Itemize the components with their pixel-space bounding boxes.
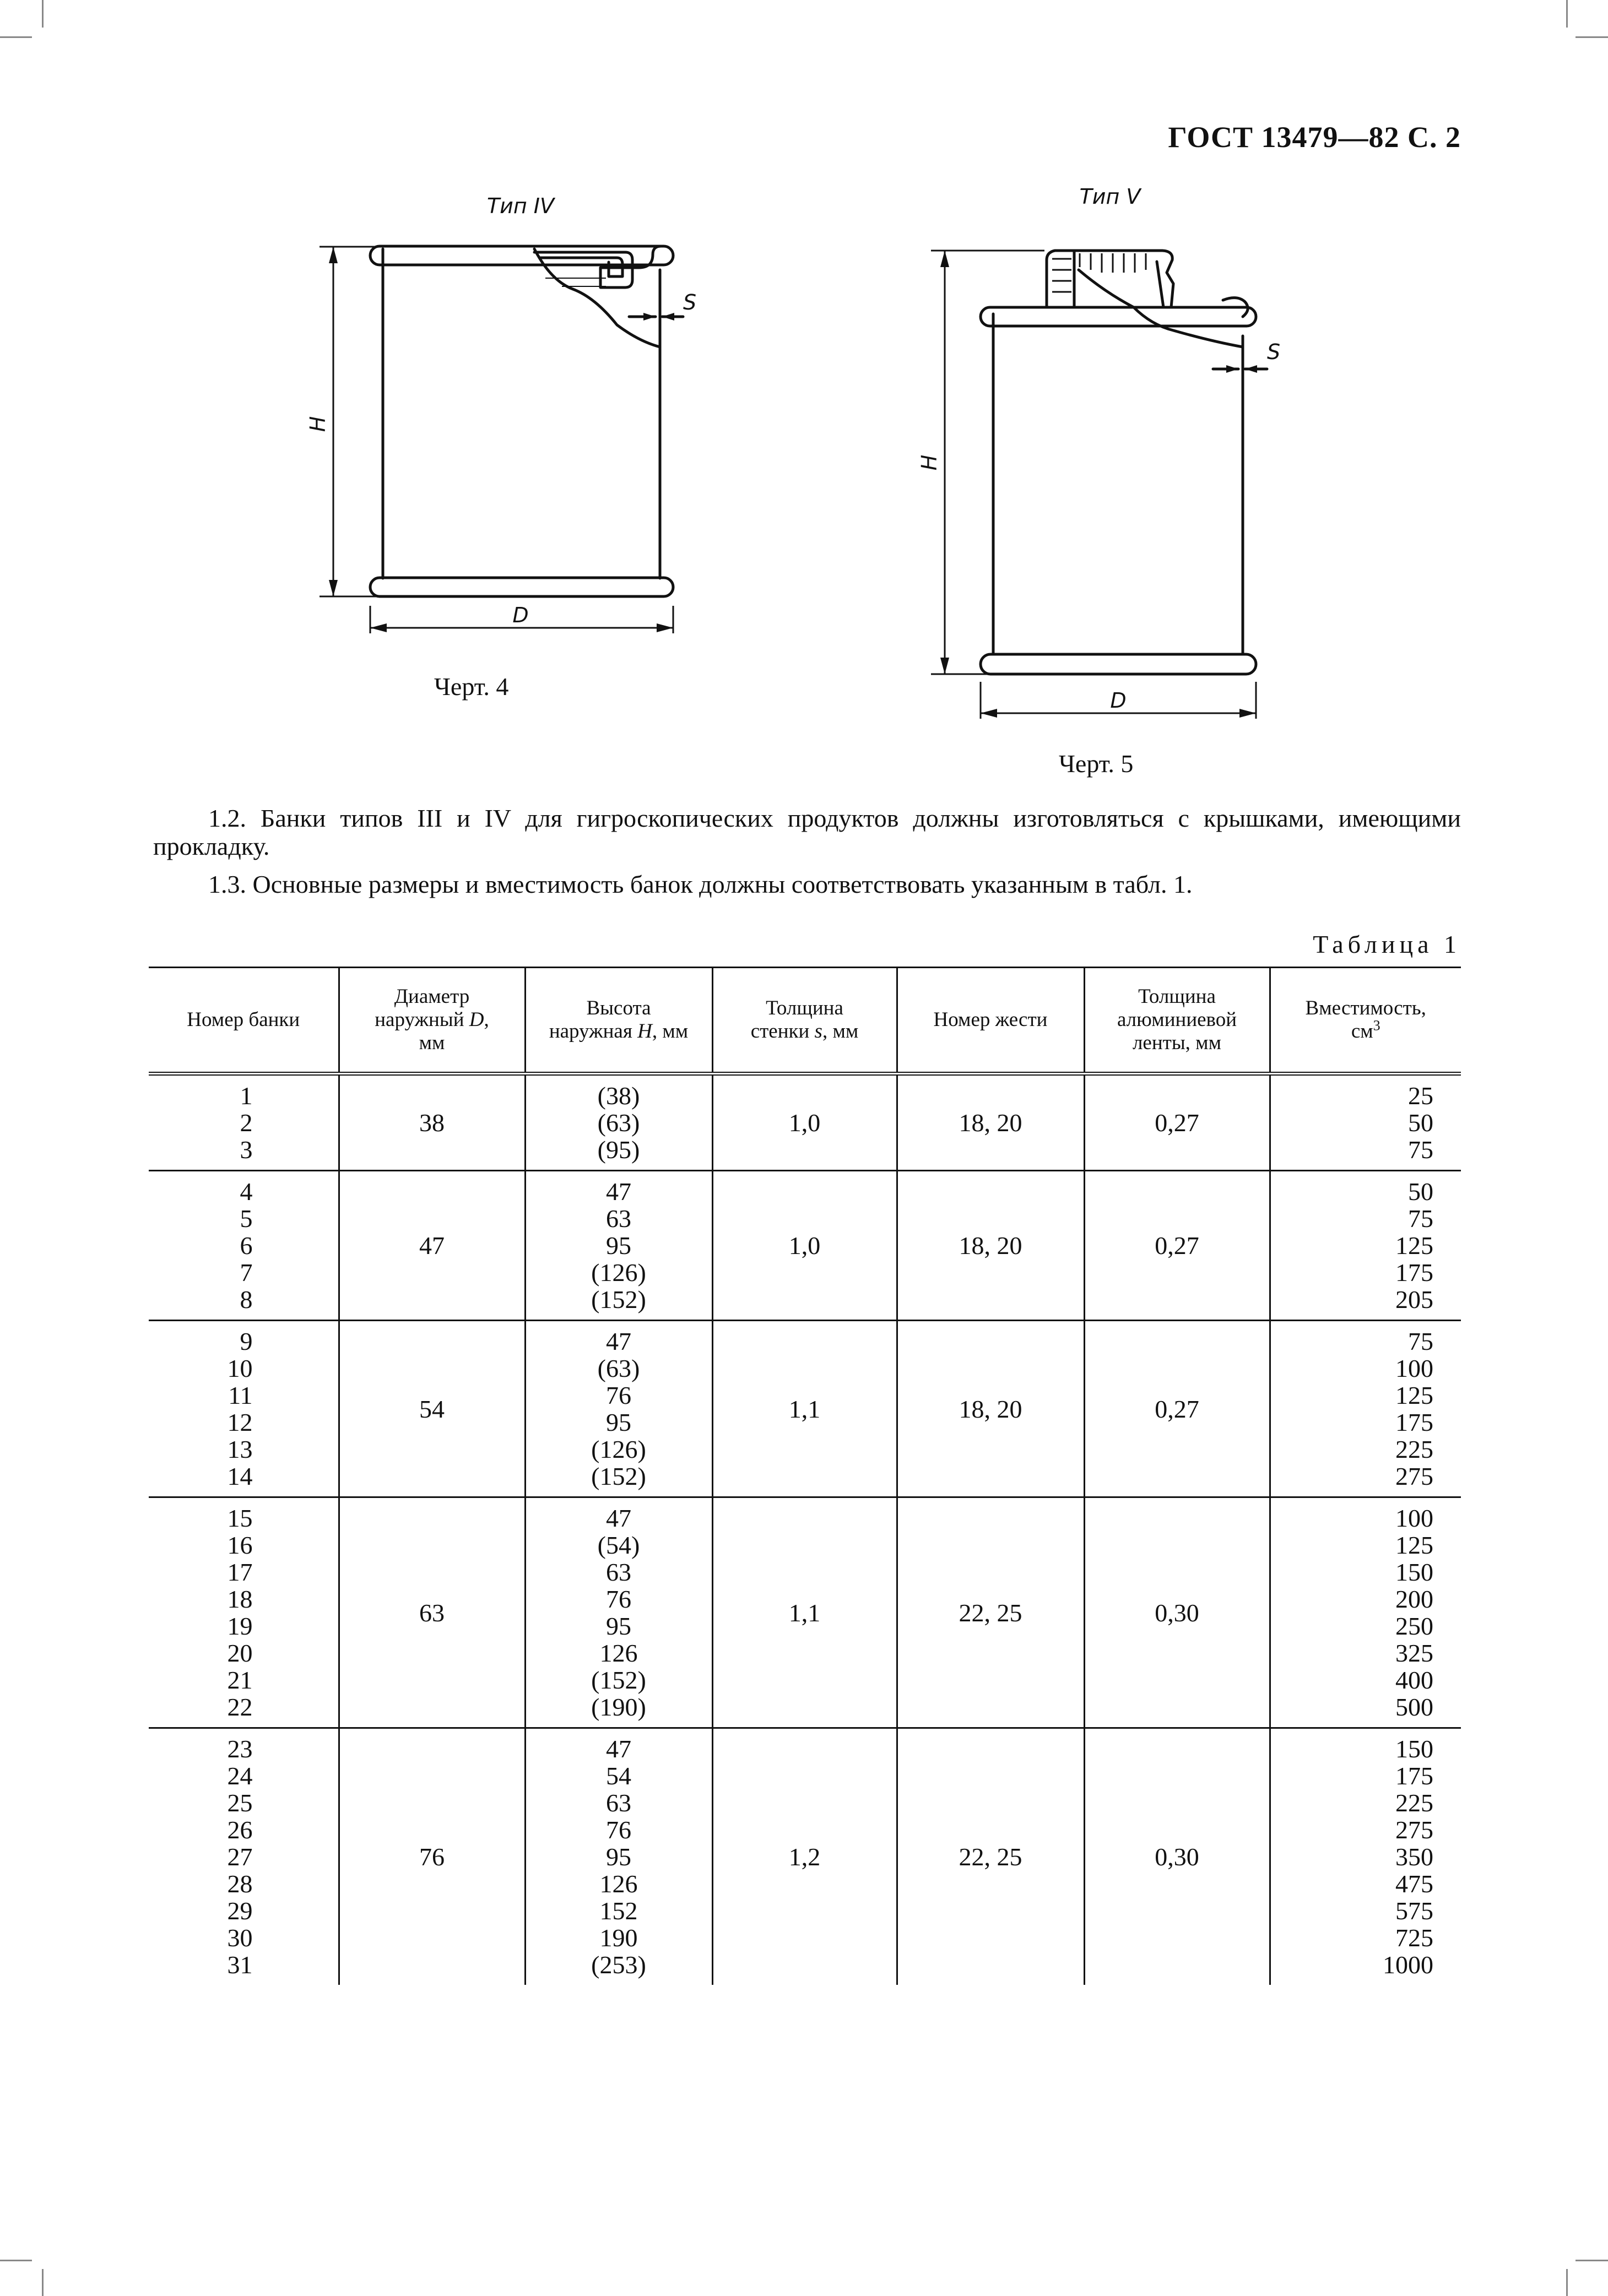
tin-number-cell: 22, 25: [897, 1497, 1084, 1728]
type-v-label: Тип V: [1079, 184, 1141, 209]
cell-line: 6: [240, 1231, 253, 1260]
heights-cell: [525, 1171, 712, 1321]
capacities-cell: [1270, 1074, 1461, 1171]
cell-line: 95: [606, 1843, 631, 1871]
cell-line: (38): [597, 1082, 640, 1110]
wall-thickness-cell: 1,2: [712, 1728, 897, 1985]
tin-number-cell: 18, 20: [897, 1321, 1084, 1497]
cell-line: 126: [599, 1870, 638, 1898]
cell-line: 17: [227, 1558, 253, 1586]
table-row-group: [149, 1321, 1461, 1497]
cell-line: 11: [228, 1381, 253, 1409]
cell-line: 50: [1408, 1109, 1433, 1137]
cell-line: 9: [240, 1327, 253, 1355]
dim-h-label: H: [306, 416, 330, 432]
cell-line: 95: [606, 1231, 631, 1260]
cell-line: 3: [240, 1136, 253, 1164]
cell-line: (126): [591, 1258, 646, 1287]
diameter-cell: 76: [339, 1728, 525, 1985]
cell-line: 95: [606, 1612, 631, 1640]
cell-line: 25: [227, 1789, 253, 1817]
wall-thickness-cell: 1,0: [712, 1171, 897, 1321]
cell-line: 75: [1408, 1136, 1433, 1164]
tin-number-cell: 18, 20: [897, 1074, 1084, 1171]
cell-line: (63): [597, 1109, 640, 1137]
cell-line: 325: [1395, 1639, 1433, 1667]
cell-line: (152): [591, 1285, 646, 1313]
crop-mark: [1566, 0, 1568, 28]
crop-mark: [1575, 36, 1608, 38]
diameter-cell: 38: [339, 1074, 525, 1171]
cell-line: 16: [227, 1531, 253, 1559]
table-header-row: [149, 968, 1461, 1074]
cell-line: 1000: [1383, 1951, 1433, 1979]
foil-thickness-cell: 0,30: [1084, 1728, 1270, 1985]
cell-line: 75: [1408, 1204, 1433, 1233]
cell-line: 575: [1395, 1897, 1433, 1925]
heights-cell: [525, 1497, 712, 1728]
dim-s-label: S: [683, 290, 697, 314]
figure-caption: Черт. 5: [1059, 750, 1134, 778]
cell-line: 19: [227, 1612, 253, 1640]
cell-line: 8: [240, 1285, 253, 1313]
cell-line: 47: [606, 1177, 631, 1206]
foil-thickness-cell: 0,27: [1084, 1171, 1270, 1321]
crop-mark: [42, 0, 44, 28]
cell-line: 25: [1408, 1082, 1433, 1110]
cell-line: (126): [591, 1435, 646, 1463]
cell-line: 10: [227, 1354, 253, 1382]
cell-line: 63: [606, 1789, 631, 1817]
cell-line: 63: [606, 1204, 631, 1233]
cell-line: 175: [1395, 1258, 1433, 1287]
capacities-cell: [1270, 1171, 1461, 1321]
cell-line: 23: [227, 1735, 253, 1763]
diameter-cell: 47: [339, 1171, 525, 1321]
cell-line: 22: [227, 1693, 253, 1721]
diameter-cell: 54: [339, 1321, 525, 1497]
capacities-cell: [1270, 1728, 1461, 1985]
tin-number-cell: 22, 25: [897, 1728, 1084, 1985]
cell-line: 190: [599, 1924, 638, 1952]
cell-line: 30: [227, 1924, 253, 1952]
capacities-cell: [1270, 1321, 1461, 1497]
wall-thickness-cell: 1,0: [712, 1074, 897, 1171]
can-numbers-cell: [149, 1728, 339, 1985]
cell-line: 24: [227, 1762, 253, 1790]
table-body: [149, 1074, 1461, 1985]
cell-line: (63): [597, 1354, 640, 1382]
diameter-cell: 63: [339, 1497, 525, 1728]
cell-line: 350: [1395, 1843, 1433, 1871]
cell-line: 275: [1395, 1462, 1433, 1490]
can-numbers-cell: [149, 1171, 339, 1321]
cell-line: 15: [227, 1504, 253, 1532]
cell-line: 76: [606, 1585, 631, 1613]
header-tin-number: Номер жести: [897, 968, 1084, 1074]
cell-line: 18: [227, 1585, 253, 1613]
can-numbers-cell: [149, 1497, 339, 1728]
cell-line: 205: [1395, 1285, 1433, 1313]
cell-line: 27: [227, 1843, 253, 1871]
cell-line: 76: [606, 1816, 631, 1844]
cell-line: (152): [591, 1666, 646, 1694]
crop-mark: [0, 2260, 32, 2261]
cell-line: 12: [227, 1408, 253, 1436]
header-capacity: Вместимость, $см^3$: [1270, 968, 1461, 1074]
cell-line: 152: [599, 1897, 638, 1925]
cell-line: 100: [1395, 1504, 1433, 1532]
table-row-group: [149, 1171, 1461, 1321]
heights-cell: [525, 1321, 712, 1497]
cell-line: 75: [1408, 1327, 1433, 1355]
cell-line: 47: [606, 1735, 631, 1763]
cell-line: 225: [1395, 1789, 1433, 1817]
table-row-group: [149, 1074, 1461, 1171]
header-height: Высота наружная H, мм: [525, 968, 712, 1074]
cell-line: (95): [597, 1136, 640, 1164]
can-numbers-cell: [149, 1321, 339, 1497]
cell-line: (54): [597, 1531, 640, 1559]
cell-line: 76: [606, 1381, 631, 1409]
cell-line: 14: [227, 1462, 253, 1490]
table-label: Таблица 1: [1313, 930, 1461, 958]
cell-line: 13: [227, 1435, 253, 1463]
cell-line: 4: [240, 1177, 253, 1206]
tin-number-cell: 18, 20: [897, 1171, 1084, 1321]
crop-mark: [0, 36, 32, 38]
cell-line: 200: [1395, 1585, 1433, 1613]
cell-line: 150: [1395, 1558, 1433, 1586]
paragraph-1-3: [153, 870, 1461, 898]
paragraph-text: 1.3. Основные размеры и вместимость банок должны соответствовать указанным в табл. 1.: [208, 870, 1193, 898]
cell-line: 26: [227, 1816, 253, 1844]
header-diameter: Диаметр наружный D, мм: [339, 968, 525, 1074]
figure-caption: Черт. 4: [434, 672, 509, 701]
drawing-type-iv: [308, 182, 705, 655]
cell-line: 150: [1395, 1735, 1433, 1763]
cell-line: 47: [606, 1504, 631, 1532]
header-can-number: Номер банки: [149, 968, 339, 1074]
cell-line: 5: [240, 1204, 253, 1233]
foil-thickness-cell: 0,30: [1084, 1497, 1270, 1728]
dimensions-table: [149, 967, 1461, 1985]
cell-line: 126: [599, 1639, 638, 1667]
cell-line: 400: [1395, 1666, 1433, 1694]
cell-line: 21: [227, 1666, 253, 1694]
cell-line: 125: [1395, 1381, 1433, 1409]
cell-line: 125: [1395, 1531, 1433, 1559]
dim-s-label: S: [1267, 340, 1281, 364]
crop-mark: [42, 2269, 44, 2296]
crop-mark: [1575, 2260, 1608, 2261]
cell-line: 125: [1395, 1231, 1433, 1260]
dim-d-label: D: [512, 603, 529, 627]
cell-line: 725: [1395, 1924, 1433, 1952]
paragraph-1-2: [153, 804, 1461, 860]
header-foil-thickness: Толщина алюминиевой ленты, мм: [1084, 968, 1270, 1074]
heights-cell: [525, 1074, 712, 1171]
cell-line: 1: [240, 1082, 253, 1110]
cell-line: 100: [1395, 1354, 1433, 1382]
page-header: ГОСТ 13479—82 С. 2: [1168, 121, 1461, 154]
cell-line: 250: [1395, 1612, 1433, 1640]
cell-line: 47: [606, 1327, 631, 1355]
heights-cell: [525, 1728, 712, 1985]
cell-line: 54: [606, 1762, 631, 1790]
can-numbers-cell: [149, 1074, 339, 1171]
capacities-cell: [1270, 1497, 1461, 1728]
cell-line: 95: [606, 1408, 631, 1436]
cell-line: 28: [227, 1870, 253, 1898]
cell-line: 29: [227, 1897, 253, 1925]
paragraph-text: 1.2. Банки типов III и IV для гигроскопических продуктов должны изготовляться с крышками, имеющими прокладку.: [153, 804, 1461, 860]
cell-line: 275: [1395, 1816, 1433, 1844]
cell-line: 7: [240, 1258, 253, 1287]
cell-line: (152): [591, 1462, 646, 1490]
cell-line: (253): [591, 1951, 646, 1979]
cell-line: 20: [227, 1639, 253, 1667]
wall-thickness-cell: 1,1: [712, 1497, 897, 1728]
foil-thickness-cell: 0,27: [1084, 1074, 1270, 1171]
table-row-group: [149, 1497, 1461, 1728]
cell-line: 2: [240, 1109, 253, 1137]
cell-line: 175: [1395, 1408, 1433, 1436]
crop-mark: [1566, 2269, 1568, 2296]
cell-line: 225: [1395, 1435, 1433, 1463]
dim-d-label: D: [1110, 688, 1127, 713]
header-wall-thickness: Толщина стенки s, мм: [712, 968, 897, 1074]
table-row-group: [149, 1728, 1461, 1985]
dim-h-label: H: [917, 454, 941, 471]
cell-line: 63: [606, 1558, 631, 1586]
type-iv-label: Тип IV: [486, 194, 555, 218]
cell-line: 475: [1395, 1870, 1433, 1898]
cell-line: 500: [1395, 1693, 1433, 1721]
cell-line: (190): [591, 1693, 646, 1721]
cell-line: 175: [1395, 1762, 1433, 1790]
cell-line: 50: [1408, 1177, 1433, 1206]
cell-line: 31: [227, 1951, 253, 1979]
foil-thickness-cell: 0,27: [1084, 1321, 1270, 1497]
drawing-type-v: [914, 182, 1311, 732]
wall-thickness-cell: 1,1: [712, 1321, 897, 1497]
